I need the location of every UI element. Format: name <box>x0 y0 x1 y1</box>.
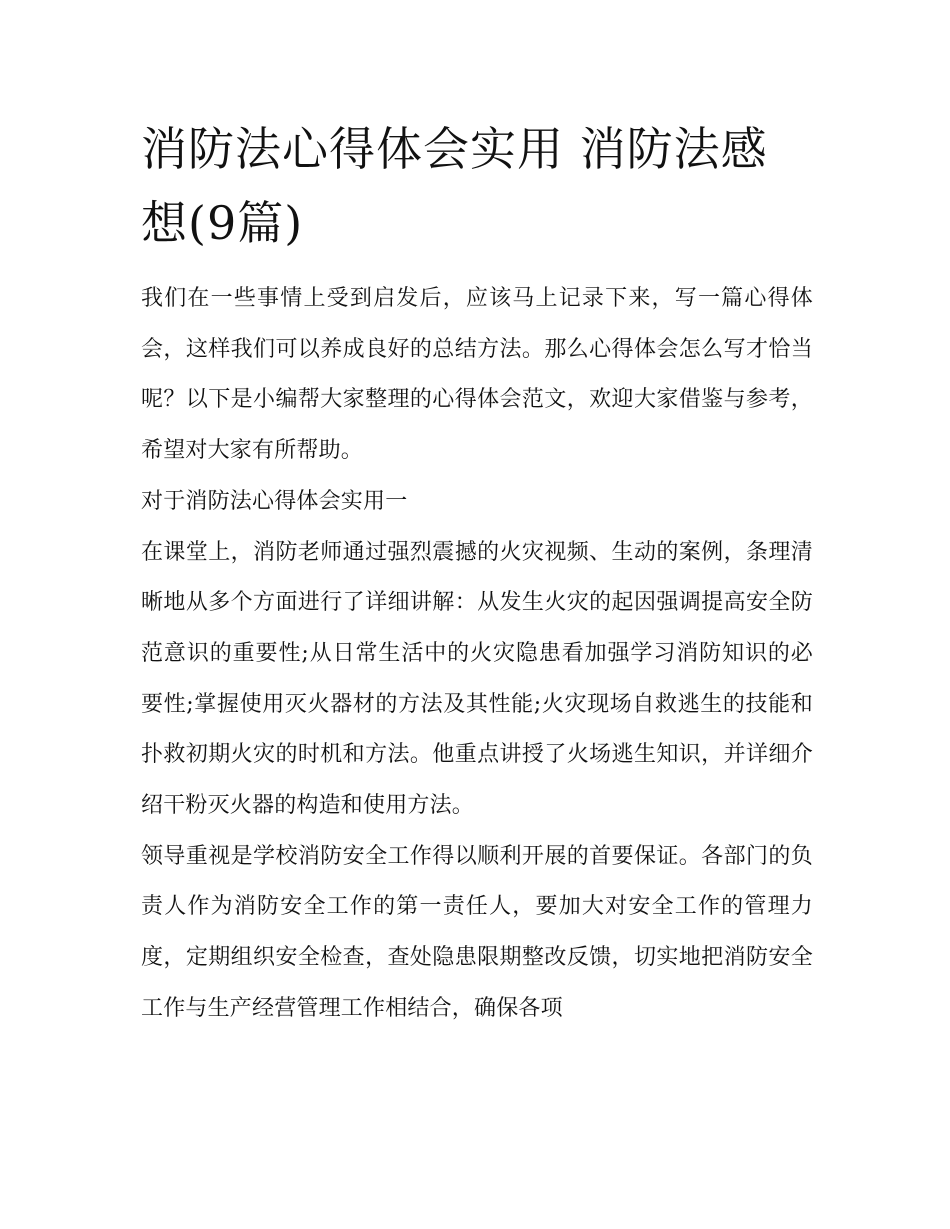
body-paragraph: 在课堂上，消防老师通过强烈震撼的火灾视频、生动的案例，条理清晰地从多个方面进行了详细讲解：从发生火灾的起因强调提高安全防范意识的重要性;从日常生活中的火灾隐患看加强学习消防知识的必要性;掌握使用灭火器材的方法及其性能;火灾现场自救逃生的技能和扑救初期火灾的时机和方法。他重点讲授了火场逃生知识，并详细介绍干粉灭火器的构造和使用方法。 <box>141 539 813 819</box>
document-title: 消防法心得体会实用 消防法感想(9篇) <box>141 122 768 250</box>
section-heading: 对于消防法心得体会实用一 <box>141 488 408 514</box>
document-body <box>141 112 813 1035</box>
body-paragraph: 领导重视是学校消防安全工作得以顺利开展的首要保证。各部门的负责人作为消防安全工作的第一责任人，要加大对安全工作的管理力度，定期组织安全检查，查处隐患限期整改反馈，切实地把消防安全工作与生产经营管理工作相结合，确保各项 <box>141 843 813 1021</box>
intro-paragraph: 我们在一些事情上受到启发后，应该马上记录下来，写一篇心得体会，这样我们可以养成良好的总结方法。那么心得体会怎么写才恰当呢？以下是小编帮大家整理的心得体会范文，欢迎大家借鉴与参考，希望对大家有所帮助。 <box>141 286 813 464</box>
